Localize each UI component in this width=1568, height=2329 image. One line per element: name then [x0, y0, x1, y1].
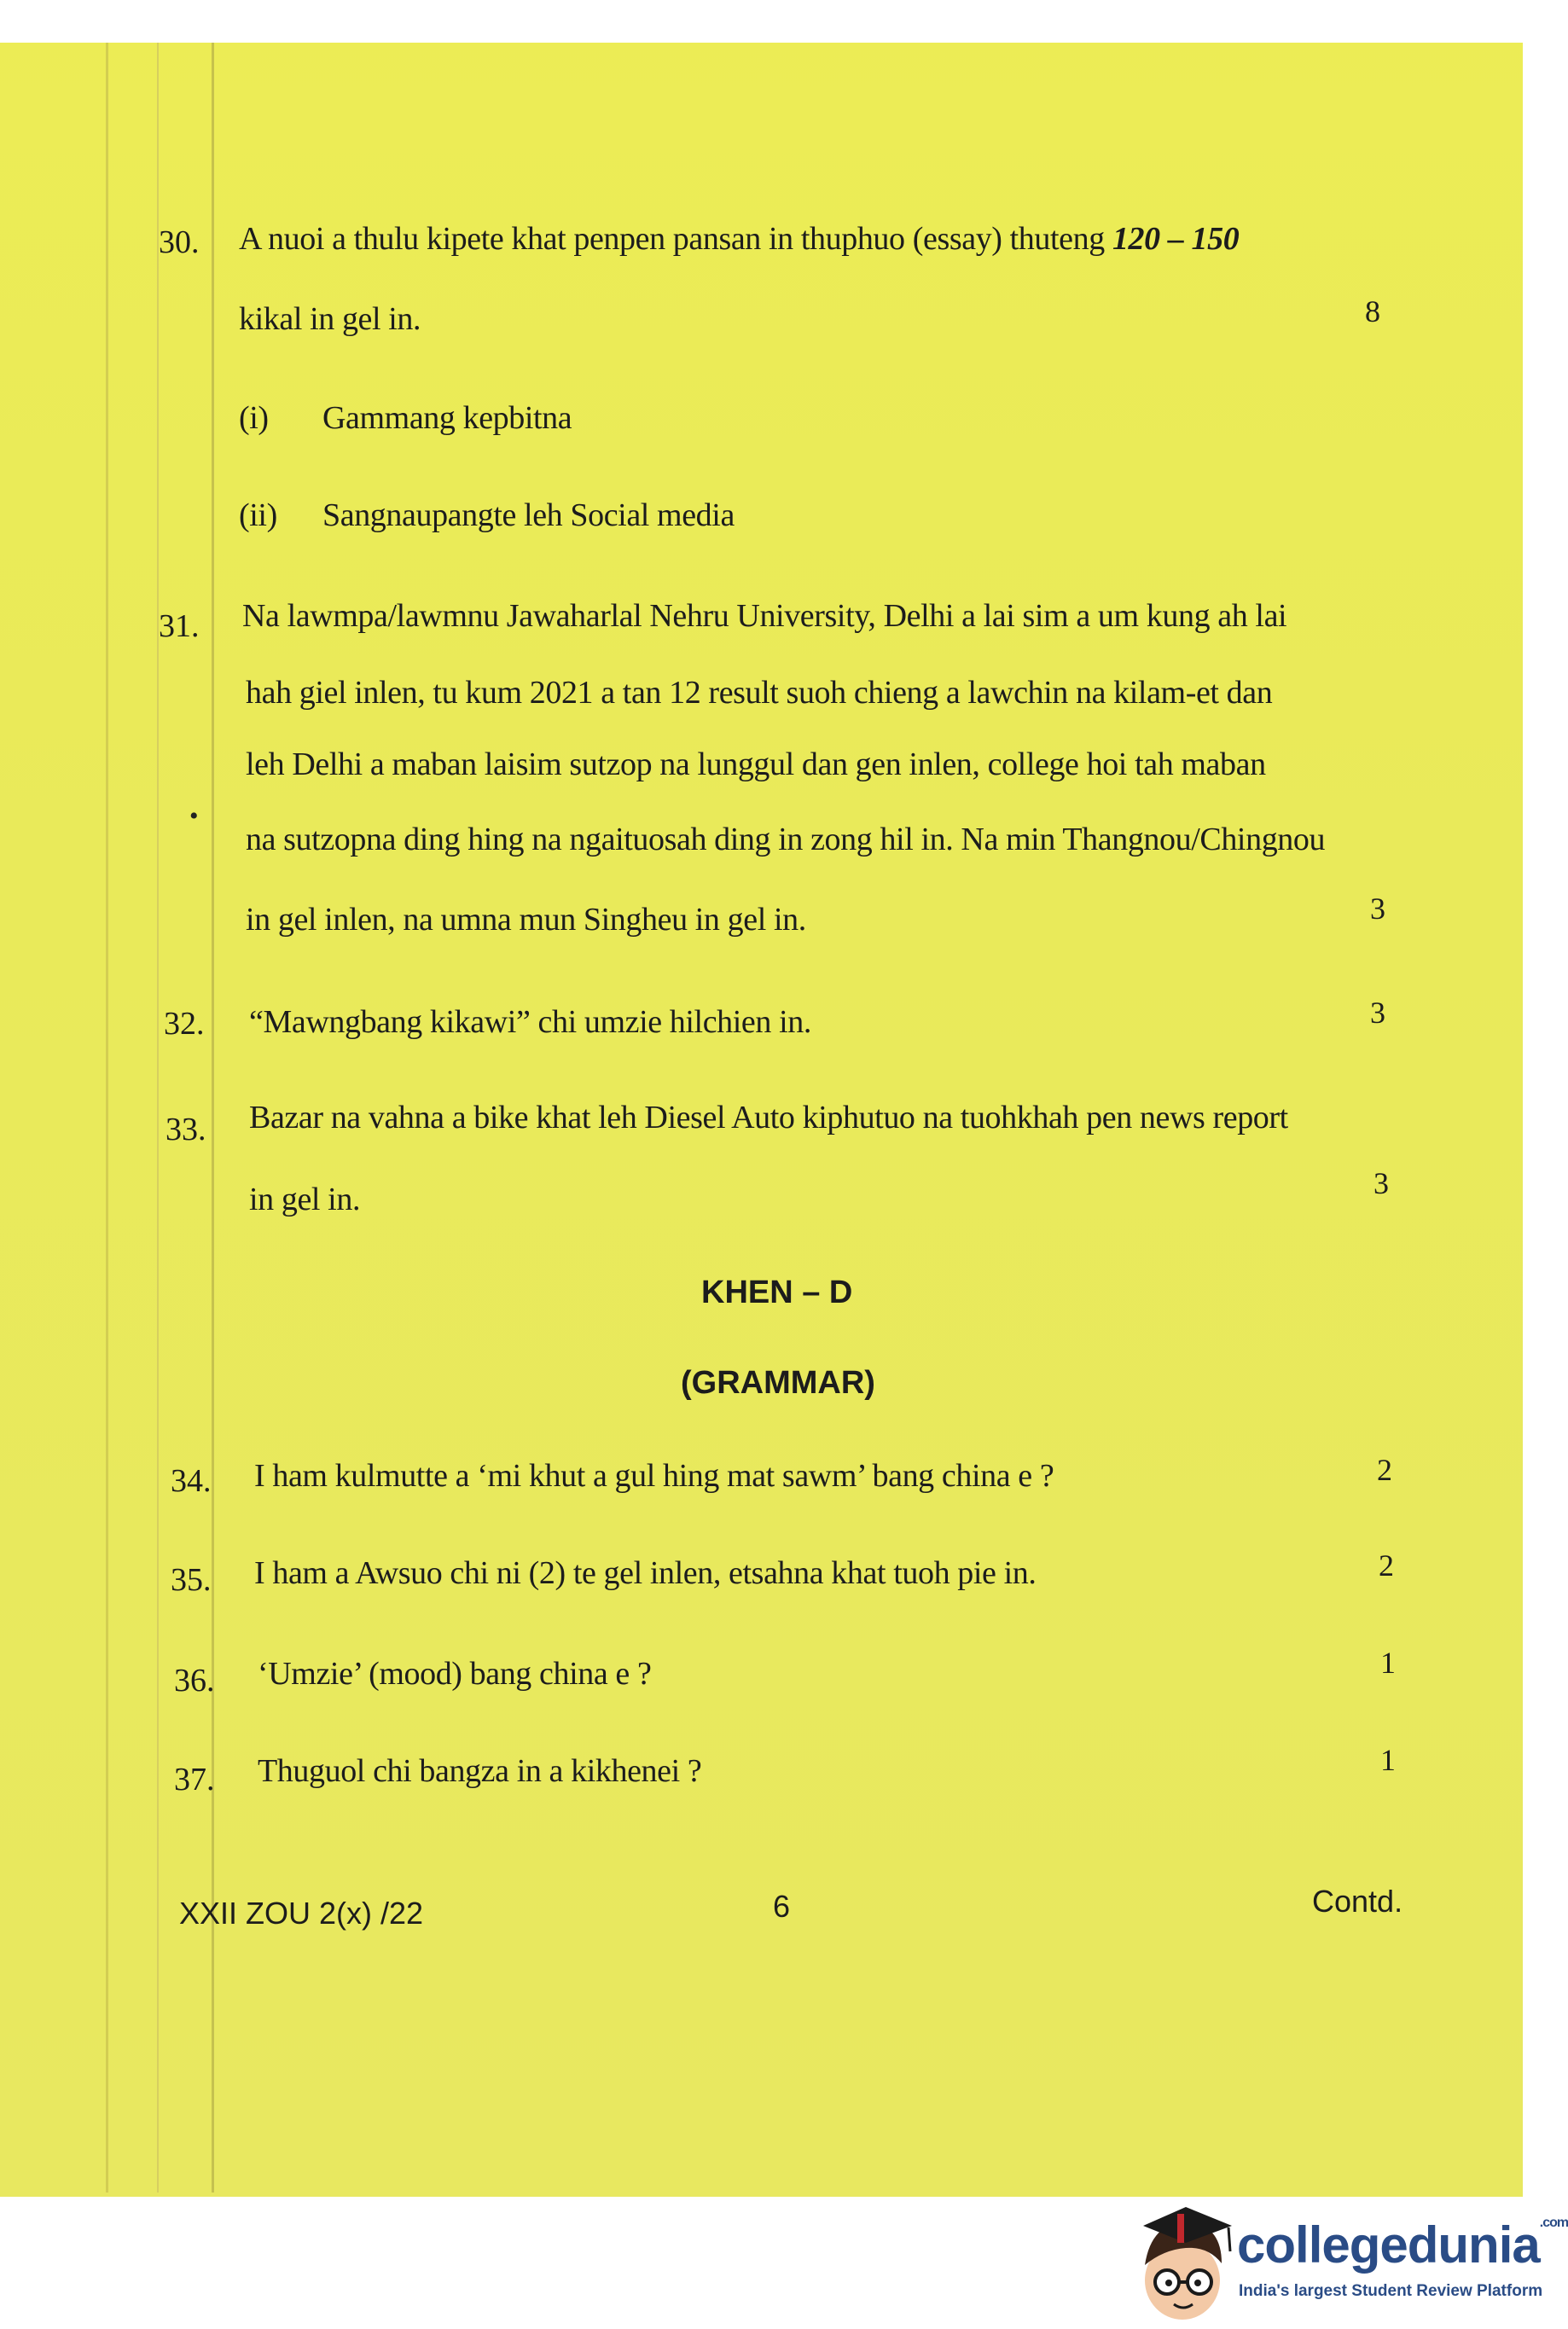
top-margin: [0, 0, 1523, 43]
question-marks: 2: [1379, 1548, 1394, 1583]
question-text: I ham a Awsuo chi ni (2) te gel inlen, etsahna khat tuoh pie in.: [254, 1555, 1037, 1591]
question-text: na sutzopna ding hing na ngaituosah ding in zong hil in. Na min Thangnou/Chingnou: [246, 822, 1326, 857]
logo-tagline: India's largest Student Review Platform: [1239, 2282, 1543, 2300]
question-marks: 2: [1377, 1453, 1392, 1487]
question-number: 30.: [159, 224, 200, 260]
question-number: 32.: [164, 1006, 205, 1042]
question-text: in gel inlen, na umna mun Singheu in gel in.: [246, 902, 806, 938]
question-marks: 1: [1380, 1743, 1396, 1777]
question-marks: 1: [1380, 1646, 1396, 1680]
option-label: (ii): [239, 497, 277, 533]
option-text: Sangnaupangte leh Social media: [322, 497, 735, 533]
question-text: I ham kulmutte a ‘mi khut a gul hing mat sawm’ bang china e ?: [254, 1458, 1054, 1494]
question-text: Bazar na vahna a bike khat leh Diesel Auto kiphutuo na tuohkhah pen news report: [249, 1100, 1288, 1135]
question-text: kikal in gel in.: [239, 301, 421, 337]
paper-code: XXII ZOU 2(x) /22: [179, 1896, 424, 1931]
option-text: Gammang kepbitna: [322, 400, 572, 436]
question-marks: 3: [1370, 996, 1385, 1030]
section-subtitle: (GRAMMAR): [681, 1365, 875, 1401]
question-text: leh Delhi a maban laisim sutzop na lunggul dan gen inlen, college hoi tah maban: [246, 746, 1266, 782]
question-marks: 8: [1365, 294, 1380, 328]
question-text: Thuguol chi bangza in a kikhenei ?: [258, 1753, 702, 1789]
ink-dot: •: [189, 802, 199, 830]
student-mascot-icon: [1126, 2197, 1237, 2325]
question-marks: 3: [1370, 892, 1385, 926]
option-label: (i): [239, 400, 269, 436]
word-range: 120 – 150: [1112, 221, 1240, 257]
question-number: 33.: [166, 1112, 206, 1147]
page-number: 6: [773, 1889, 791, 1924]
section-title: KHEN – D: [701, 1275, 853, 1310]
collegedunia-logo: [1126, 2197, 1568, 2325]
question-number: 35.: [171, 1562, 212, 1598]
question-number: 36.: [174, 1663, 215, 1699]
question-text: Na lawmpa/lawmnu Jawaharlal Nehru University, Delhi a lai sim a um kung ah lai: [242, 598, 1287, 634]
question-number: 31.: [159, 608, 200, 644]
question-number: 37.: [174, 1762, 215, 1798]
question-number: 34.: [171, 1463, 212, 1499]
question-marks: 3: [1373, 1166, 1389, 1200]
question-text: in gel in.: [249, 1182, 361, 1217]
contd-label: Contd.: [1312, 1884, 1403, 1919]
question-text: “Mawngbang kikawi” chi umzie hilchien in.: [249, 1004, 811, 1040]
question-text: ‘Umzie’ (mood) bang china e ?: [258, 1656, 652, 1692]
question-text: hah giel inlen, tu kum 2021 a tan 12 result suoh chieng a lawchin na kilam-et dan: [246, 675, 1273, 711]
margin-line: [212, 43, 214, 2193]
logo-wordmark: collegedunia$^{.com}$: [1237, 2216, 1568, 2274]
question-text: A nuoi a thulu kipete khat penpen pansan in thuphuo (essay) thuteng 120 – 150: [239, 221, 1240, 257]
margin-line: [106, 43, 108, 2193]
margin-line: [157, 43, 159, 2193]
